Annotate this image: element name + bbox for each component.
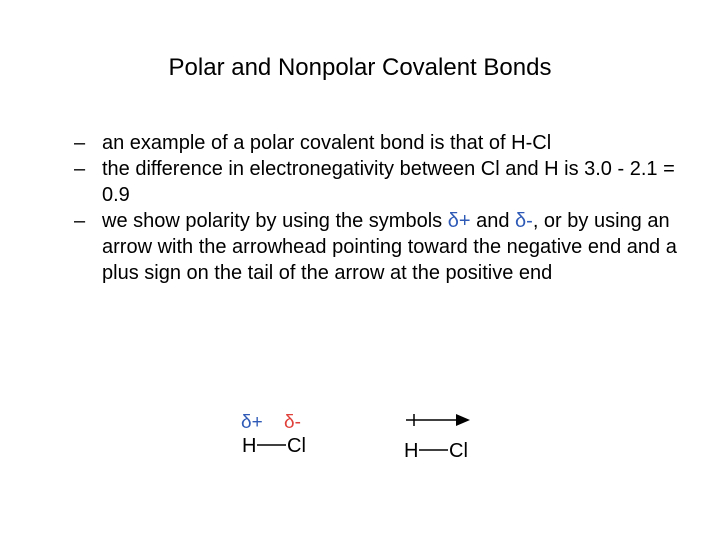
bullet-text: an example of a polar covalent bond is that of H-Cl [102, 132, 552, 154]
bullet-text-pre: we show polarity by using the symbols [102, 210, 448, 232]
partial-charge-figure [236, 404, 316, 462]
atom-h-label: H [404, 440, 419, 462]
bullet-dash: – [74, 132, 86, 154]
delta-plus-symbol: δ+ [447, 210, 471, 232]
bullet-item [74, 156, 694, 208]
slide-title [0, 52, 720, 84]
atom-h-label: H [242, 435, 257, 457]
delta-minus-label: δ- [284, 412, 301, 433]
bullet-dash: – [74, 158, 86, 180]
bullet-dash: – [74, 210, 86, 232]
bullet-text-mid: and [470, 210, 516, 232]
dipole-arrow-figure [398, 404, 488, 462]
delta-plus-label: δ+ [241, 412, 263, 433]
bullet-item [74, 208, 694, 286]
dipole-arrowhead-icon [456, 414, 470, 426]
atom-cl-label: Cl [449, 440, 468, 462]
slide-title-text: Polar and Nonpolar Covalent Bonds [168, 54, 552, 81]
bullet-text-post: , or by using an arrow with the arrowhead pointing toward the negative end and a plus sign on the tail of the arrow at the positive end [102, 210, 677, 284]
atom-cl-label: Cl [287, 435, 306, 457]
bullet-list [74, 130, 694, 286]
bullet-text: the difference in electronegativity between Cl and H is 3.0 - 2.1 = 0.9 [102, 158, 675, 206]
delta-minus-symbol: δ- [515, 210, 533, 232]
bullet-item [74, 130, 694, 156]
